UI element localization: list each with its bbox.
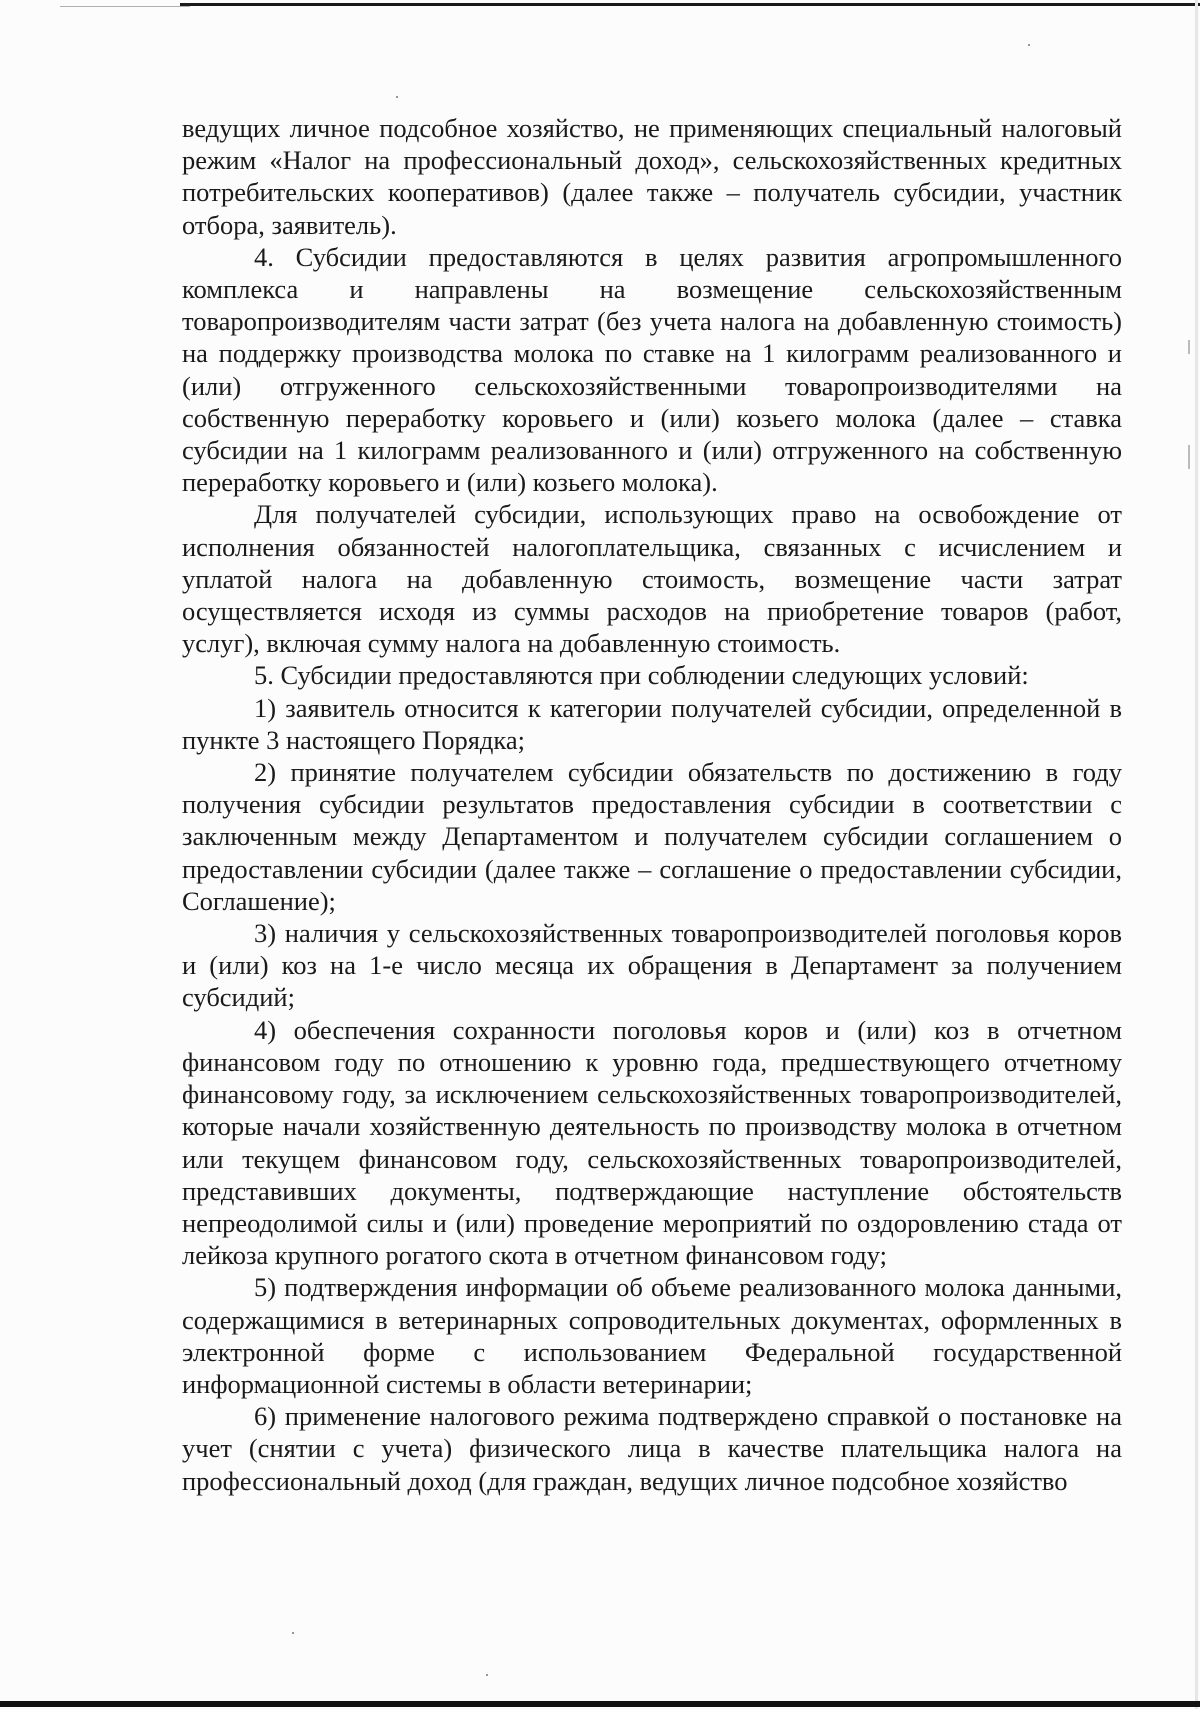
paragraph-condition-4: 4) обеспечения сохранности поголовья коров и (или) коз в отчетном финансовом году по отношению к уровню года, предшествующего отчетному финансовому году, за исключением сельскохозяйственных товаропроизводителей, которые начали хозяйственную деятельность по производству молока в отчетном или текущем финансовом году, сельскохозяйственных товаропроизводителей, представивших документы, подтверждающие наступление обстоятельств непреодолимой силы и (или) проведение мероприятий по оздоровлению стада от лейкоза крупного рогатого скота в отчетном финансовом году; bbox=[182, 1014, 1122, 1271]
scan-speck bbox=[396, 96, 398, 98]
paragraph-condition-2: 2) принятие получателем субсидии обязательств по достижению в году получения субсидии результатов предоставления субсидии в соответствии с заключенным между Департаментом и получателем субсидии соглашением о предоставлении субсидии (далее также – соглашение о предоставлении субсидии, Соглашение); bbox=[182, 757, 1122, 916]
scan-speck bbox=[1188, 445, 1190, 469]
paragraph-intro-continuation: ведущих личное подсобное хозяйство, не применяющих специальный налоговый режим «Налог на профессиональный доход», сельскохозяйственных кредитных потребительских кооперативов) (далее также – получатель субсидии, участник отбора, заявитель). bbox=[182, 113, 1122, 240]
scan-border-top bbox=[180, 3, 1200, 6]
paragraph-condition-6: 6) применение налогового режима подтверждено справкой о постановке на учет (снятии с учета) физического лица в качестве плательщика налога на профессиональный доход (для граждан, ведущих личное подсобное хозяйство bbox=[182, 1401, 1122, 1496]
paragraph-item-4: 4. Субсидии предоставляются в целях развития агропромышленного комплекса и направлены на возмещение сельскохозяйственным товаропроизводителям части затрат (без учета налога на добавленную стоимость) на поддержку производства молока по ставке на 1 килограмм реализованного и (или) отгруженного сельскохозяйственными товаропроизводителями на собственную переработку коровьего и (или) козьего молока (далее – ставка субсидии на 1 килограмм реализованного и (или) отгруженного на собственную переработку коровьего и (или) козьего молока). bbox=[182, 241, 1122, 498]
paragraph-vat-exemption: Для получателей субсидии, использующих право на освобождение от исполнения обязанностей налогоплательщика, связанных с исчислением и уплатой налога на добавленную стоимость, возмещение части затрат осуществляется исходя из суммы расходов на приобретение товаров (работ, услуг), включая сумму налога на добавленную стоимость. bbox=[182, 499, 1122, 659]
paragraph-condition-1: 1) заявитель относится к категории получателей субсидии, определенной в пункте 3 настоящего Порядка; bbox=[182, 692, 1122, 755]
scan-speck bbox=[292, 1632, 294, 1634]
paragraph-condition-3: 3) наличия у сельскохозяйственных товаропроизводителей поголовья коров и (или) коз на 1-е число месяца их обращения в Департамент за получением субсидий; bbox=[182, 918, 1122, 1013]
scan-border-top-fade bbox=[60, 6, 190, 7]
paragraph-condition-5: 5) подтверждения информации об объеме реализованного молока данными, содержащимися в ветеринарных сопроводительных документах, оформленных в электронной форме с использованием Федеральной государственной информационной системы в области ветеринарии; bbox=[182, 1272, 1122, 1399]
scan-border-right bbox=[1195, 0, 1198, 1709]
paragraph-item-5: 5. Субсидии предоставляются при соблюдении следующих условий: bbox=[254, 660, 1029, 691]
scan-border-bottom bbox=[0, 1701, 1200, 1707]
scan-speck bbox=[1028, 44, 1030, 46]
scan-speck bbox=[486, 1674, 488, 1676]
scan-speck bbox=[1188, 340, 1190, 354]
document-body bbox=[182, 112, 1122, 1497]
